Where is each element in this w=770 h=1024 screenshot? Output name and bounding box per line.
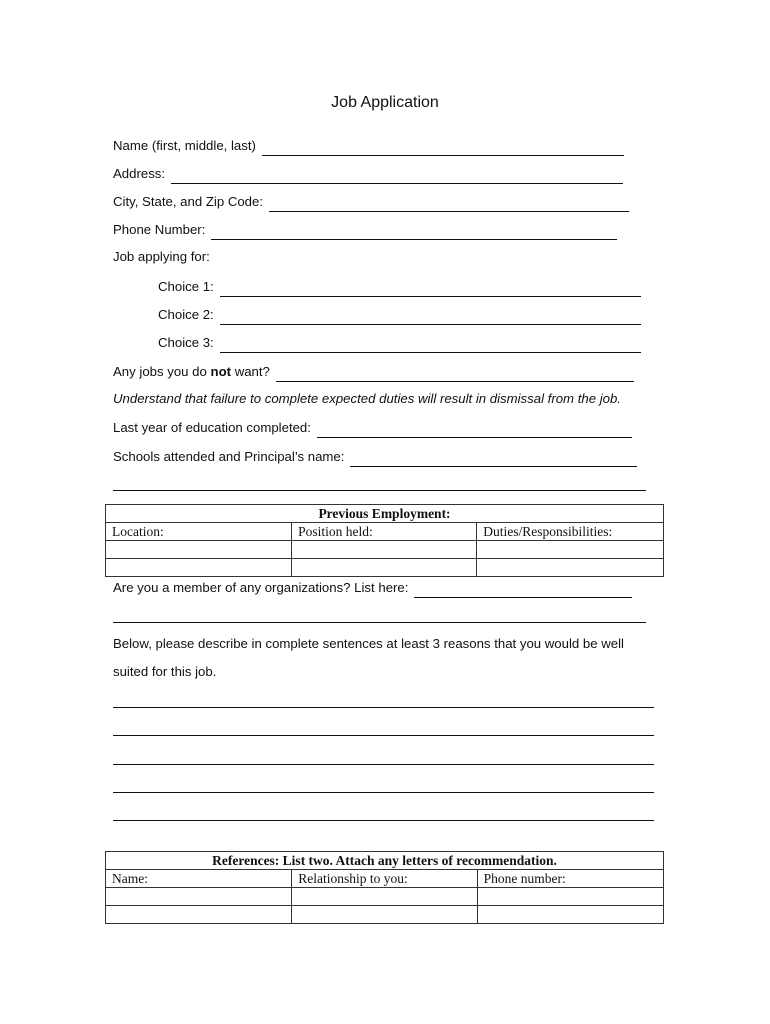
- education-input-line[interactable]: [317, 422, 632, 438]
- table-cell[interactable]: [292, 541, 477, 559]
- schools-label: Schools attended and Principal’s name:: [113, 449, 345, 464]
- references-table: [105, 851, 664, 924]
- table-cell[interactable]: [292, 888, 477, 906]
- table-cell[interactable]: [477, 541, 664, 559]
- address-field[interactable]: [113, 164, 623, 184]
- table-cell[interactable]: [106, 541, 292, 559]
- not-want-label-post: want?: [231, 364, 270, 379]
- answer-line-5[interactable]: [113, 820, 654, 821]
- choice2-label: Choice 2:: [158, 307, 214, 322]
- references-header-phone: Phone number:: [477, 870, 663, 888]
- describe-instructions-line1: Below, please describe in complete sentences at least 3 reasons that you would be well: [113, 636, 624, 651]
- choice1-label: Choice 1:: [158, 279, 214, 294]
- choice3-field[interactable]: [158, 333, 641, 353]
- not-want-field[interactable]: [113, 362, 634, 382]
- understand-notice: Understand that failure to complete expected duties will result in dismissal from the job.: [113, 391, 621, 406]
- table-row: [106, 559, 664, 577]
- name-input-line[interactable]: [262, 140, 624, 156]
- employment-header-location: Location:: [106, 523, 292, 541]
- table-cell[interactable]: [106, 888, 292, 906]
- schools-field[interactable]: [113, 447, 637, 467]
- choice3-input-line[interactable]: [220, 337, 641, 353]
- choice1-input-line[interactable]: [220, 281, 641, 297]
- describe-instructions-line2: suited for this job.: [113, 664, 217, 679]
- not-want-label-bold: not: [210, 364, 232, 379]
- not-want-label-pre: Any jobs you do: [113, 364, 211, 379]
- table-row: [106, 906, 664, 924]
- schools-input-line[interactable]: [350, 451, 637, 467]
- table-cell[interactable]: [106, 906, 292, 924]
- choice3-label: Choice 3:: [158, 335, 214, 350]
- organizations-label: Are you a member of any organizations? List here:: [113, 580, 409, 595]
- not-want-input-line[interactable]: [276, 366, 634, 382]
- choice2-field[interactable]: [158, 305, 641, 325]
- answer-line-1[interactable]: [113, 707, 654, 708]
- table-cell[interactable]: [477, 559, 664, 577]
- job-applying-label: Job applying for:: [113, 249, 210, 264]
- choice2-input-line[interactable]: [220, 309, 641, 325]
- organizations-input-line[interactable]: [414, 582, 632, 598]
- answer-line-3[interactable]: [113, 764, 654, 765]
- address-label: Address:: [113, 166, 166, 181]
- table-cell[interactable]: [477, 888, 663, 906]
- phone-input-line[interactable]: [211, 224, 617, 240]
- references-header-relationship: Relationship to you:: [292, 870, 477, 888]
- table-cell[interactable]: [106, 559, 292, 577]
- name-field[interactable]: [113, 136, 624, 156]
- table-cell[interactable]: [477, 906, 663, 924]
- page-title: Job Application: [331, 94, 439, 111]
- city-state-zip-input-line[interactable]: [269, 196, 629, 212]
- phone-field[interactable]: [113, 220, 617, 240]
- organizations-extra-line[interactable]: [113, 622, 646, 623]
- table-row: [106, 888, 664, 906]
- employment-table: [105, 504, 664, 577]
- schools-extra-line[interactable]: [113, 490, 646, 491]
- table-cell[interactable]: [292, 559, 477, 577]
- references-header-name: Name:: [106, 870, 292, 888]
- employment-table-title: Previous Employment:: [106, 505, 664, 523]
- organizations-field[interactable]: [113, 578, 632, 598]
- employment-header-position: Position held:: [292, 523, 477, 541]
- city-state-zip-label: City, State, and Zip Code:: [113, 194, 264, 209]
- address-input-line[interactable]: [171, 168, 623, 184]
- city-state-zip-field[interactable]: [113, 192, 629, 212]
- references-table-title: References: List two. Attach any letters of recommendation.: [106, 852, 664, 870]
- employment-header-duties: Duties/Responsibilities:: [477, 523, 664, 541]
- education-field[interactable]: [113, 418, 632, 438]
- choice1-field[interactable]: [158, 277, 641, 297]
- table-cell[interactable]: [292, 906, 477, 924]
- phone-label: Phone Number:: [113, 222, 206, 237]
- education-label: Last year of education completed:: [113, 420, 311, 435]
- answer-line-4[interactable]: [113, 792, 654, 793]
- answer-line-2[interactable]: [113, 735, 654, 736]
- name-label: Name (first, middle, last): [113, 138, 256, 153]
- table-row: [106, 541, 664, 559]
